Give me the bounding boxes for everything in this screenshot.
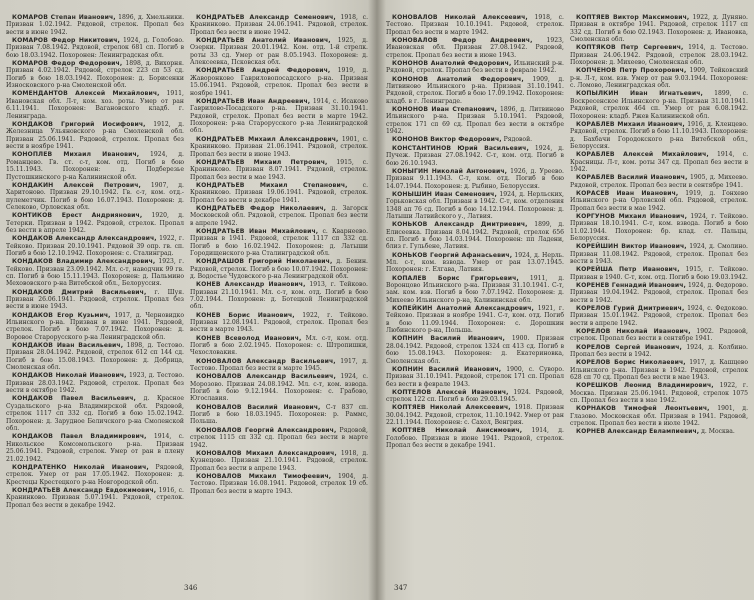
entry-details: 1924, д. Нерль. Мл. с-т, ком. взвода. Умер от ран 13.07.1945. Похоронен: г. Елгава, Латвия. — [386, 251, 564, 274]
register-entry — [6, 487, 184, 509]
entry-details: Рядовой, стрелок 1115 сп 332 сд. Пропал без вести в марте 1942. — [190, 426, 368, 449]
entry-details: 1902. Рядовой, стрелок. Пропал без вести в сентябре 1941. — [570, 328, 748, 343]
entry-details: 1901, д. Глазово. Московская обл. Призван в 1941. Рядовой, стрелок. Пропал без вести в июле 1942. — [570, 405, 748, 428]
entry-details: 1900, с. Суворо. Призван 31.10.1941. Рядовой, стрелок 171 сп. Пропал без вести в феврале 1943. — [386, 365, 564, 388]
entry-details: с. Кварнеево. Призван в 1941. Рядовой, стрелок 1117 сп 332 сд. Погиб в бою 16.02.1942. Похоронен: д. Латыши Городищенского р-на Сталинградской обл. — [190, 227, 368, 257]
entry-details: 1916, д. Кленцево. Рядовой, стрелок. Погиб в бою 11.10.1943. Похоронен: д. Бахбачи Городокского р-на Витебской обл., Белоруссия. — [570, 120, 748, 151]
register-entry — [386, 427, 564, 449]
entry-name: КОМАРОВ Федор Никитович, — [12, 37, 120, 45]
register-entry — [190, 473, 368, 495]
entry-details: 1909, Тейковский р-н. Л-т, ком. взв. Умер от ран 9.03.1944. Похоронен: с. Ломово, Ленинградская обл. — [570, 67, 748, 90]
register-entry — [6, 90, 184, 120]
entry-details: 1924, г. Тейково. Призван 18.10.1941. С-т, ком. взвода. Погиб в бою 11.02.1944. Похоронен: бр. клад. ст. Пальцы, Белоруссия. — [570, 212, 748, 243]
entry-details: 1912, д. Железница Ульяновского р-на Смоленской обл. Призван 25.06.1941. Рядовой, стрелок. Пропал без вести в ноябре 1941. — [6, 120, 184, 151]
entry-name: КОНДАКОВ Николай Иванович, — [12, 372, 127, 380]
register-entry — [386, 14, 564, 36]
entry-details: 1914, д. Голобово. Призван в июне 1941. Рядовой, стрелок. Пропал без вести в декабре 1941. — [386, 427, 564, 450]
register-entry — [570, 190, 748, 212]
entry-name: КОРЕЙША Петр Иванович, — [576, 266, 680, 274]
register-entry — [6, 14, 184, 36]
entry-name: КОНЕВ Борис Иванович, — [196, 311, 295, 319]
entry-details: 1914, с. Красницы. Л-т, ком. роты 347 сд. Пропал без вести в 1942. — [570, 151, 748, 174]
register-entry — [570, 67, 748, 89]
entry-details: 1924, д. Колбино. Пропал без вести в 1942. — [570, 343, 748, 359]
register-entry — [570, 405, 748, 427]
register-entry — [190, 182, 368, 204]
register-entry — [386, 145, 564, 167]
register-entry — [386, 37, 564, 59]
entry-name: КОПТЯЕВ Николай Анисимович, — [392, 427, 523, 435]
entry-details: д. Загорск Московской обл. Рядовой, стрелок. Пропал без вести в апреле 1942. — [190, 204, 368, 227]
entry-name: КОНДАКОВ Павел Владимирович, — [12, 433, 147, 441]
register-entry — [570, 282, 748, 304]
entry-details: 1904, д. Тестово. Призван 16.08.1941. Рядовой, стрелок 19 сб. Пропал без вести в марте 1943. — [190, 472, 368, 495]
entry-details: 1919, д. Гонхево Ильинского р-на Орловской обл. Рядовой, стрелок. Пропал без вести в мае 1942. — [570, 189, 748, 212]
register-entry — [570, 174, 748, 189]
left-page-number: 346 — [184, 584, 198, 592]
register-entry — [6, 182, 184, 212]
register-entry — [190, 373, 368, 403]
register-entry — [6, 464, 184, 486]
register-entry — [6, 212, 184, 234]
entry-name: КОНДАКОВ Дмитрий Васильевич, — [12, 288, 147, 296]
register-entry — [386, 60, 564, 75]
register-entry — [6, 60, 184, 90]
entry-name: КОНДРАТЬЕВ Александр Семенович, — [196, 14, 336, 21]
register-entry — [6, 312, 184, 342]
entry-details: 1923, Ивановская обл. Призван 27.08.1942. Рядовой, стрелок. Пропал без вести в июне 1943. — [386, 37, 564, 59]
entry-name: КОНДРАТЬЕВ Федор Николаевич, — [196, 204, 327, 212]
register-entry — [570, 243, 748, 265]
entry-details: 1911, Ивановская обл. Л-т, ком. хоз. роты. Умер от ран 6.11.1941. Похоронен: Вагановского кладб. г. Ленинграда. — [6, 90, 184, 120]
entry-details: Рядовой, стрелок. Умер от ран 17.05.1942. Похоронен: д. Крестецы Крестецкого р-на Новгородской обл. — [6, 463, 184, 486]
register-entry — [570, 305, 748, 327]
entry-name: КОНСТАНТИНОВ Юрий Васильевич, — [392, 144, 529, 152]
register-entry — [570, 328, 748, 343]
entry-details: 1899, д. Елисеевка. Призван 8.04.1942. Рядовой, стрелок 656 сп. Погиб в бою 14.03.1944. Похоронен: пп Ладени, близ г. Гульбене, Латвия. — [386, 221, 564, 251]
register-entry — [190, 358, 368, 373]
register-entry — [6, 235, 184, 257]
register-entry — [190, 450, 368, 472]
entry-details: 1924, д. Нерльских, Горьковская обл. Призван в 1942. С-т, ком. отделения 1348 ап 76 сд. Погиб в бою 14.12.1944. Похоронен: д. Латыши Латвийского у., Латвия. — [386, 190, 564, 220]
entry-name: КОПТЯЕВ Виктор Максимович, — [576, 14, 690, 21]
entry-name: КОРНЕВ Александр Евлампиевич, — [576, 428, 700, 436]
entry-name: КОНДАКОВ Александр Александрович, — [12, 235, 157, 243]
register-entry — [6, 372, 184, 394]
entry-name: КОРЕЛОВ Гурий Дмитриевич, — [576, 305, 685, 312]
entry-name: КОРНАКОВ Тимофей Леонтьевич, — [576, 405, 710, 413]
register-entry — [570, 382, 748, 404]
entry-name: КОПТЯКОВ Петр Сергеевич, — [576, 44, 684, 52]
register-entry — [190, 136, 368, 158]
entry-details: 1898, д. Вихорня. Призван 4.02.1942. Рядовой, стрелок 223 сп 53 сд. Погиб в бою 18.03.1942. Похоронен: д. Борисенки Износковского р-на Смоленской обл. — [6, 60, 184, 90]
entry-details: 1915, г. Тейково. Призван в 1940. С-т, ком. отд. Погиб в бою 19.03.1942. — [570, 266, 748, 281]
entry-name: КОНОВАЛОВ Николай Алексеевич, — [392, 14, 528, 21]
register-entry — [6, 289, 184, 311]
entry-name: КОНДРАТЬЕВ Андрей Федорович, — [196, 67, 331, 75]
entry-name: КОПЫЛКИН Иван Игнатьевич, — [576, 90, 703, 98]
entry-name: КОНОВАЛОВ Георгий Александрович, — [196, 426, 337, 434]
register-entry — [386, 168, 564, 190]
register-entry — [386, 76, 564, 106]
entry-details: 1896, д. Литвиново Ильинского р-на. Призван 5.10.1941. Рядовой, стрелок 171 сп 69 сд. Пропал без вести в октябре 1942. — [386, 106, 564, 136]
entry-name: КОНОНОВ Анатолий Федорович, — [392, 75, 524, 83]
register-entry — [190, 37, 368, 67]
register-entry — [386, 389, 564, 404]
entry-name: КОНЬКОВ Георгий Афанасьевич, — [392, 251, 513, 259]
entry-name: КОНДРАТЬЕВ Александр Евдокимович, — [12, 486, 157, 494]
entry-details: 1922, г. Тейково. Призван 12.08.1941. Рядовой, стрелок. Пропал без вести в марте 1943. — [190, 311, 368, 334]
entry-name: КОПНИН Василий Иванович, — [392, 365, 502, 373]
register-entry — [570, 14, 748, 44]
entry-details: 1917, д. Тестово. Пропал без вести в марте 1945. — [190, 357, 368, 373]
entry-name: КОНДРАТЬЕВ Иван Андреевич, — [196, 97, 311, 105]
entry-name: КОНЬКОВ Александр Дмитриевич, — [392, 221, 528, 229]
entry-name: КОРАБЛЕВ Михаил Иванович, — [576, 120, 685, 128]
entry-details: д. Красное Суздальского р-на Владимирской обл. Рядовой, стрелок 1117 сп 332 сд. Погиб в бою 15.02.1942. Похоронен: д. Зарудное Беличского р-на Смоленской обл. — [6, 395, 184, 433]
register-entry — [386, 305, 564, 335]
register-entry — [386, 366, 564, 388]
register-entry — [6, 37, 184, 59]
entry-name: КОРЕЙШИН Виктор Иванович, — [576, 243, 687, 251]
entry-details: 1914, с. Никольское Комсомольского р-на. Призван 25.06.1941. Рядовой, стрелок. Умер от ран в плену 21.02.1942. — [6, 433, 184, 463]
entry-name: КОНДАКОВ Григорий Иосифович, — [12, 120, 146, 128]
entry-name: КОРАБЛЕВ Алексей Михайлович, — [576, 151, 709, 159]
entry-details: 1924. Рядовой, стрелок 122 сп. Погиб в бою 29.03.1945. — [386, 388, 564, 404]
right-page-column-2 — [570, 14, 748, 574]
entry-name: КОНДРАТЕНКО Николай Иванович, — [12, 463, 149, 471]
register-entry — [6, 433, 184, 463]
register-entry — [6, 258, 184, 288]
entry-name: КОПТЕЛОВ Алексей Иванович, — [392, 388, 509, 396]
entry-name: КОНЫГИН Николай Антонович, — [392, 167, 508, 175]
entry-details: 1921, г. Тейково. Призван в ноябре 1941. С-т, ком. отд. Погиб в бою 11.09.1944. Похоронен: с. Дорошкин Любинского р-на, Польша. — [386, 305, 564, 335]
entry-name: КОНОВАЛОВ Александр Васильевич, — [196, 357, 336, 365]
entry-details: 1925, д. Озерки. Призван 20.01.1942. Ком. отд. 1-й стрелк. роты 33 сд. Умер от ран 8.05.1943. Похоронен: д. Алексеевка, Псковская обл. — [190, 37, 368, 67]
entry-details: 1915, с. Кранинково. Призван 8.07.1941. Рядовой, стрелок. Пропал без вести в мае 1943. — [190, 158, 368, 181]
entry-details: С-т 837 сп. Погиб в бою 18.03.1945. Похоронен: р. Раммс, Польша. — [190, 403, 368, 426]
register-entry — [570, 359, 748, 381]
entry-details: 1924, с. Морозово. Призван 24.08.1942. Мл. с-т, ком. взвода. Погиб в бою 9.12.1944. Похоронен: с. Грабово, Югославия. — [190, 373, 368, 403]
entry-details: 1924, д. Голобово. Призван 7.08.1942. Рядовой, стрелок 681 сп. Погиб в бою 18.03.1942. Похоронен: Ленинградская обл. — [6, 37, 184, 59]
entry-details: 1909, д. Литвиново Ильинского р-на. Призван 31.10.1941. Рядовой, стрелок. Погиб в бою 17.09.1942. Похоронен: кладб. в г. Ленинграде. — [386, 75, 564, 105]
entry-details: 1922, г. Тейково. Призван 20.10.1941. Рядовой 39 опр. гв. сп. Погиб в бою 12.10.1942. Похоронен: с. Сталинград. — [6, 235, 184, 257]
register-entry — [386, 335, 564, 365]
entry-name: КОНДРАТЬЕВ Иван Михайлович, — [196, 227, 319, 235]
register-entry — [190, 159, 368, 181]
entry-details: 1901, с. Кранинково. Призван 21.06.1941. Рядовой, стрелок. Пропал без вести в июне 1943. — [190, 135, 368, 158]
entry-name: КОНДРАТЬЕВ Анатолий Иванович, — [196, 37, 331, 45]
entry-name: КОПНИН Василий Иванович, — [392, 335, 505, 343]
entry-details: 1918. Призван 30.04.1942. Рядовой, стрелок, 11.10.1942. Умер от ран 22.11.1944. Похоронен: с. Сахол, Венгрия. — [386, 404, 564, 427]
entry-name: КОРЕЛОВ Сергей Иванович, — [576, 343, 682, 351]
entry-details: 1899, с. Воскресенское Ильинского р-на. Призван 31.10.1941. Рядовой, стрелок 464 сп. Умер от ран 6.08.1942. Похоронен: кладб. Ржев Калининской обл. — [570, 90, 748, 120]
entry-name: КОМАРОВ Федор Федорович, — [12, 60, 123, 68]
entry-name: КОНЕВ Всеволод Иванович, — [196, 334, 302, 342]
entry-name: КОРАБЛЕВ Василий Иванович, — [576, 174, 688, 182]
entry-details: 1917, д. Кашцево Ильинского р-на. Призван в 1942. Рядовой, стрелок 628 сп 70 сд. Пропал без вести в мае 1943. — [570, 359, 748, 382]
register-entry — [570, 344, 748, 359]
entry-details: 1918, с. Кранинково. Призван 24.06.1941. Рядовой, стрелок. Пропал без вести в июне 1942. — [190, 14, 368, 36]
register-entry — [6, 395, 184, 432]
entry-name: КОНДАКОВ Егор Кузьмич, — [12, 311, 111, 319]
entry-details: 1919, д. Жаворонково Гавриловопосадского р-на. Призван 15.06.1941. Рядовой, стрелок. Пропал без вести в ноябре 1941. — [190, 67, 368, 97]
entry-details: 1924, с. Федоково. Призван 15.01.1942. Рядовой, стрелок. Пропал без вести в апреле 1942. — [570, 305, 748, 327]
entry-name: КОНДРАТЬЕВ Михаил Петрович, — [196, 158, 328, 166]
entry-details: 1923, г. Тейково. Призван 23.09.1942. Мл. с-т, наводчик 99 гв. сп. Погиб в бою 15.11.1943. Похоронен: д. Пальмино Мехововского р-на Витебской обл., Белоруссия. — [6, 258, 184, 288]
register-entry — [190, 281, 368, 311]
register-entry — [386, 221, 564, 251]
register-entry — [190, 427, 368, 449]
entry-details: 1922, г. Москва. Призван 25.06.1941. Рядовой, стрелок 1075 сп. Пропал без вести в мае 1942. — [570, 382, 748, 405]
register-entry — [570, 121, 748, 151]
entry-name: КОНОВАЛОВ Михаил Александрович, — [196, 449, 337, 457]
register-entry — [386, 404, 564, 426]
register-entry — [190, 404, 368, 426]
left-page-column-2 — [190, 14, 368, 574]
entry-details: 1914, с. Исаково Гаврилово-Посадского р-на. Призван 31.10.1941. Рядовой, стрелок. Пропал без вести в марте 1942. Похоронен: р-на Старорусского р-на Ленинградской обл. — [190, 97, 368, 135]
entry-name: КОНДАКОВ Павел Васильевич, — [12, 395, 136, 403]
entry-details: д. Москва. — [701, 428, 735, 436]
entry-name: КОПЕЙКИН Анатолий Александрович, — [392, 305, 534, 312]
entry-name: КОРЕЛОВ Борис Николаевич, — [576, 359, 686, 367]
entry-name: КОНДАКИН Алексей Петрович, — [12, 181, 141, 189]
entry-name: КОПТЯЕВ Николай Алексеевич, — [392, 404, 511, 412]
register-entry — [570, 44, 748, 66]
entry-details: Рядовой. — [503, 136, 533, 144]
entry-name: КОНОНОВ Иван Степанович, — [392, 106, 497, 114]
entry-name: КОНОВАЛОВ Федор Андреевич, — [392, 37, 533, 45]
entry-details: 1905, д. Михеево. Рядовой, стрелок. Пропал без вести в сентябре 1941. — [570, 174, 748, 189]
register-entry — [190, 228, 368, 258]
register-entry — [6, 342, 184, 372]
register-entry — [570, 213, 748, 243]
register-entry — [386, 191, 564, 221]
register-entry — [190, 312, 368, 334]
entry-details: Ильинский р-н. Рядовой, стрелок. Пропал без вести в феврале 1942. — [386, 60, 564, 75]
entry-details: г. Шуя. Призван 26.06.1941. Рядовой, стрелок. Пропал без вести в июне 1943. — [6, 288, 184, 311]
entry-details: 1916, с. Кранинково. Призван 5.07.1941. Рядовой, стрелок. Пропал без вести в декабре 1942. — [6, 486, 184, 509]
entry-name: КОНТИКОВ Ерест Андриянович, — [12, 212, 143, 220]
entry-name: КОНОПЛЕВ Михаил Иванович, — [12, 151, 140, 159]
entry-details: 1913, г. Тейково. Призван 21.10.1941. Мл. с-т, ком. отд. Погиб в бою 7.02.1944. Похоронен: д. Ботецкой Ленинградской обл. — [190, 281, 368, 311]
entry-name: КОПАЛЕВ Борис Григорьевич, — [392, 274, 519, 282]
register-entry — [386, 136, 564, 143]
entry-details: 1898, д. Тестово. Призван 28.04.1942. Рядовой, стрелок 612 сп 144 сд. Погиб в бою 15.08.1943. Похоронен: д. Добрица, Смоленская обл. — [6, 342, 184, 372]
entry-details: с. Кранинково. Призван 19.06.1941. Рядовой, стрелок. Пропал без вести в декабре 1941. — [190, 181, 368, 204]
register-entry — [570, 90, 748, 120]
entry-name: КОРГУНОВ Михаил Иванович, — [576, 212, 687, 220]
register-entry — [386, 252, 564, 274]
register-entry — [190, 98, 368, 135]
register-entry — [6, 121, 184, 151]
register-entry — [190, 258, 368, 280]
entry-details: 1920, д. Тетерки. Призван в 1942. Рядовой, стрелок. Пропал без вести в апреле 1942. — [6, 212, 184, 234]
entry-name: КОНОВАЛОВ Василий Иванович, — [196, 403, 321, 411]
entry-details: 1917, д. Черновидко Ильинского р-на. Призван в июне 1941. Рядовой, стрелок. Погиб в бою 7.07.1942. Похоронен: д. Воровое Старорусского р-на Ленинградской обл. — [6, 311, 184, 341]
entry-name: КОНОНОВ Анатолий Федорович, — [392, 60, 512, 68]
entry-details: 1918, с. Тестово. Призван 10.10.1941. Рядовой, стрелок. Пропал без вести в марте 1942. — [386, 14, 564, 36]
entry-name: КОМЕНДАНТОВ Алексей Михайлович, — [12, 90, 160, 98]
entry-name: КОРЕНЕВ Геннадий Иванович, — [576, 281, 686, 289]
entry-details: 1924, д. Романцево. Гв. ст. с-т, ком. отд. Погиб в бою 15.11.1943. Похоронен: д. Подберезье Пустошкинского р-на Калининской обл. — [6, 151, 184, 181]
register-entry — [190, 67, 368, 97]
entry-details: д. Бекин. Рядовой, стрелок. Погиб в бою 10.07.1942. Похоронен: д. Водостье Чудовского р-на Ленинградской обл. — [190, 258, 368, 280]
register-entry — [386, 106, 564, 136]
entry-name: КОНДРАТЬЕВ Михаил Степанович, — [196, 181, 348, 189]
entry-name: КОНДАКОВ Иван Васильевич, — [12, 342, 124, 350]
register-entry — [190, 14, 368, 36]
entry-name: КОРЕШКОВ Леонид Владимирович, — [576, 382, 714, 390]
right-page — [384, 6, 750, 596]
register-entry — [570, 266, 748, 281]
entry-name: КОРЕЛОВ Николай Иванович, — [576, 328, 691, 336]
entry-details: 1922, д. Дуняно. Призван в октябре 1941. Рядовой, стрелок 1117 сп 332 сд. Погиб в бою 02.1943. Похоронен: д. Ивановка, Смоленская обл. — [570, 14, 748, 44]
register-entry — [570, 428, 748, 435]
right-page-column-1 — [386, 14, 564, 574]
entry-details: 1896, д. Хмельники. Призван 1.02.1942. Рядовой, стрелок. Пропал без вести в июне 1942. — [6, 14, 184, 36]
entry-details: 1911, д. Воронцово Ильинского р-на. Призван 31.10.1941. С-т, зам. ком. взв. Погиб в бою 7.07.1942. Похоронен: д. Михеево Ильинского р-на, Калининская обл. — [386, 274, 564, 304]
entry-name: КОНЕВ Александр Иванович, — [196, 281, 306, 289]
right-page-number: 347 — [394, 584, 408, 592]
entry-name: КОРАСЕВ Иван Иванович, — [576, 189, 679, 197]
entry-name: КОНДРАШОВ Григорий Николаевич, — [196, 258, 333, 266]
entry-details: 1924, д. Пучеж. Призван 27.08.1942. С-т, ком. отд. Погиб в бою 26.10.1943. — [386, 144, 564, 167]
entry-details: 1924, д. Федорово. Призван 19.04.1942. Рядовой, стрелок. Пропал без вести в 1942. — [570, 281, 748, 304]
entry-name: КОНОНОВ Виктор Федорович, — [392, 136, 502, 144]
register-entry — [386, 275, 564, 305]
entry-name: КОНЫШИН Иван Семенович, — [392, 190, 497, 198]
left-page — [4, 6, 370, 596]
entry-details: 1924, д. Смолино. Призван 11.08.1942. Рядовой, стрелок. Пропал без вести в 1943. — [570, 243, 748, 266]
entry-details: 1926, д. Уреево. Призван 9.11.1943. С-т, ком. отд. Погиб в бою 14.07.1944. Похоронен: д. Рыбино, Белоруссия. — [386, 167, 564, 190]
entry-name: КОНДАКОВ Владимир Александрович, — [12, 258, 156, 266]
register-entry — [190, 335, 368, 357]
entry-name: КОПЧЕНОВ Петр Прохорович, — [576, 67, 687, 75]
entry-details: 1914, д. Тестово. Призван 24.06.1942. Рядовой, стрелок 28.03.1942. Похоронен: д. Михеево, Смоленская обл. — [570, 44, 748, 67]
entry-name: КОМАРОВ Степан Иванович, — [12, 14, 116, 21]
left-page-column-1 — [6, 14, 184, 574]
entry-details: 1907, д. Харитоново. Призван 29.10.1942. Гв. с-т, ком. отд.-пулеметчик. Погиб в бою 16.07.1943. Похоронен: д. Селеково, Орловская обл. — [6, 181, 184, 211]
entry-name: КОНОВАЛОВ Александр Васильевич, — [196, 373, 336, 381]
entry-details: 1918, д. Кузнецово. Призван 21.10.1941. Рядовой, стрелок. Пропал без вести в апреле 1943. — [190, 449, 368, 472]
entry-name: КОНОВАЛОВ Михаил Тимофеевич, — [196, 472, 332, 480]
register-entry — [6, 151, 184, 181]
entry-name: КОНДРАТЬЕВ Михаил Александрович, — [196, 135, 339, 143]
register-entry — [190, 205, 368, 227]
entry-details: Мл. с-т, ком. отд. Погиб в бою 2.02.1945. Похоронен: с. Штропишки, Чехословакия. — [190, 334, 368, 357]
register-entry — [570, 151, 748, 173]
entry-details: 1900. Призван 28.04.1942. Рядовой, стрелок 1324 сп 413 сд. Погиб в бою 15.08.1943. Похоронен: д. Екатериновка, Смоленская обл. — [386, 335, 564, 365]
entry-details: 1923, д. Тестово. Призван 28.03.1942. Рядовой, стрелок. Пропал без вести в октябре 1942. — [6, 372, 184, 395]
